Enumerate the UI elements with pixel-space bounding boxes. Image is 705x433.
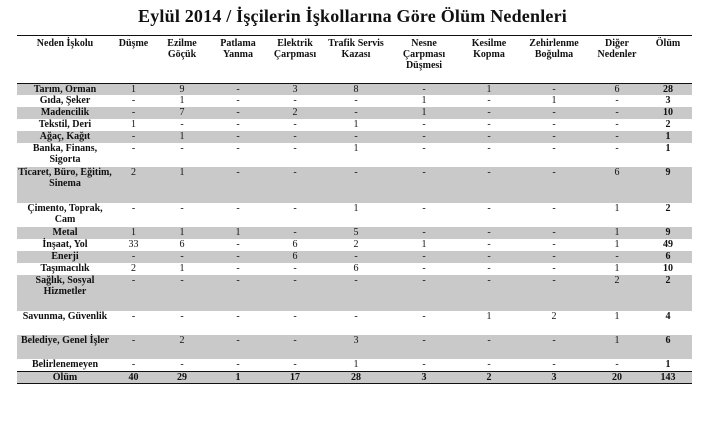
sector-cell: İnşaat, Yol	[42, 239, 88, 250]
value-cell: 6	[266, 251, 324, 263]
value-cell: -	[180, 359, 184, 370]
value-cell: 2	[113, 167, 154, 203]
value-cell: -	[236, 263, 240, 274]
total-cell: 6	[644, 251, 692, 263]
value-cell: 8	[324, 83, 388, 95]
value-cell: 1	[614, 263, 620, 274]
value-cell: -	[236, 95, 240, 106]
value-cell: 6	[179, 239, 185, 250]
value-cell: 1	[590, 335, 644, 359]
value-cell: 1	[551, 95, 557, 106]
total-cell: 3	[665, 95, 671, 106]
value-cell: -	[590, 131, 644, 143]
value-cell: 1	[388, 107, 460, 119]
value-cell: 9	[154, 83, 210, 95]
value-cell: -	[460, 251, 518, 263]
totals-cell: 20	[590, 371, 644, 384]
value-cell: -	[324, 167, 388, 203]
value-cell: 5	[324, 227, 388, 239]
value-cell: -	[210, 131, 266, 143]
value-cell: -	[487, 119, 491, 130]
death-causes-table	[17, 37, 692, 384]
value-cell: -	[460, 107, 518, 119]
value-cell: -	[180, 311, 184, 322]
sector-cell: Ağaç, Kağıt	[17, 131, 113, 143]
table-row	[17, 167, 692, 203]
column-header: Düşme	[118, 38, 149, 49]
value-cell: -	[293, 119, 297, 130]
value-cell: -	[236, 203, 240, 214]
page-title: Eylül 2014 / İşçilerin İşkollarına Göre Ölüm Nedenleri	[138, 6, 567, 26]
value-cell: -	[552, 239, 556, 250]
value-cell: -	[266, 131, 324, 143]
value-cell: -	[388, 131, 460, 143]
sector-cell: Savunma, Güvenlik	[22, 311, 108, 322]
table-header	[17, 37, 692, 83]
value-cell: -	[460, 227, 518, 239]
value-cell: -	[266, 275, 324, 311]
column-header: Patlama Yanma	[220, 38, 256, 60]
column-header: Ölüm	[655, 38, 681, 49]
table-row	[17, 131, 692, 143]
value-cell: 2	[131, 263, 136, 274]
column-header: Nesne Çarpması Düşmesi	[402, 38, 446, 71]
value-cell: -	[422, 311, 426, 322]
sector-cell: Ticaret, Büro, Eğitim, Sinema	[17, 167, 113, 203]
value-cell: -	[460, 167, 518, 203]
value-cell: -	[487, 203, 491, 214]
total-cell: 10	[644, 107, 692, 119]
value-cell: -	[154, 275, 210, 311]
value-cell: -	[388, 227, 460, 239]
value-cell: 6	[590, 83, 644, 95]
value-cell: -	[236, 239, 240, 250]
totals-cell: 1	[210, 371, 266, 384]
value-cell: 3	[266, 83, 324, 95]
value-cell: -	[388, 83, 460, 95]
value-cell: -	[236, 311, 240, 322]
value-cell: -	[180, 143, 184, 154]
value-cell: -	[487, 143, 491, 154]
sector-cell: Taşımacılık	[40, 263, 90, 274]
value-cell: -	[487, 263, 491, 274]
table-row	[17, 95, 692, 107]
value-cell: -	[354, 311, 358, 322]
total-cell: 9	[644, 167, 692, 203]
table-row	[17, 251, 692, 263]
value-cell: 1	[353, 143, 359, 154]
value-cell: -	[422, 359, 426, 370]
value-cell: -	[354, 95, 358, 106]
value-cell: 1	[486, 311, 492, 322]
value-cell: -	[552, 359, 556, 370]
value-cell: -	[388, 167, 460, 203]
total-cell: 1	[644, 131, 692, 143]
table-row	[17, 275, 692, 311]
total-cell: 2	[644, 275, 692, 311]
value-cell: -	[131, 143, 136, 154]
value-cell: -	[293, 95, 297, 106]
column-header: Trafik Servis Kazası	[328, 38, 384, 60]
value-cell: -	[615, 95, 619, 106]
column-header: Elektrik Çarpması	[273, 38, 317, 60]
value-cell: -	[293, 311, 297, 322]
column-header: Kesilme Kopma	[471, 38, 507, 60]
value-cell: -	[422, 143, 426, 154]
table-footer	[17, 371, 692, 384]
table-row	[17, 335, 692, 359]
table-row	[17, 143, 692, 167]
value-cell: -	[154, 251, 210, 263]
value-cell: 6	[590, 167, 644, 203]
value-cell: -	[518, 335, 590, 359]
value-cell: 33	[128, 239, 139, 250]
value-cell: 2	[551, 311, 557, 322]
value-cell: -	[552, 119, 556, 130]
value-cell: 1	[179, 95, 185, 106]
table-row	[17, 83, 692, 95]
value-cell: -	[180, 203, 184, 214]
value-cell: -	[236, 359, 240, 370]
total-cell: 2	[665, 203, 671, 214]
value-cell: 1	[353, 203, 359, 214]
value-cell: 1	[154, 227, 210, 239]
value-cell: -	[210, 107, 266, 119]
value-cell: -	[266, 167, 324, 203]
sector-cell: Madencilik	[17, 107, 113, 119]
value-cell: 1	[590, 227, 644, 239]
sector-cell: Enerji	[17, 251, 113, 263]
totals-cell: 3	[518, 371, 590, 384]
value-cell: -	[113, 335, 154, 359]
totals-label: Ölüm	[17, 371, 113, 384]
sector-cell: Tarım, Orman	[17, 83, 113, 95]
value-cell: -	[266, 335, 324, 359]
table-row	[17, 107, 692, 119]
value-cell: -	[293, 263, 297, 274]
value-cell: 3	[324, 335, 388, 359]
value-cell: -	[518, 251, 590, 263]
table-row	[17, 263, 692, 275]
value-cell: -	[266, 227, 324, 239]
total-cell: 2	[665, 119, 671, 130]
value-cell: -	[388, 251, 460, 263]
value-cell: -	[552, 143, 556, 154]
total-cell: 4	[665, 311, 671, 322]
value-cell: -	[113, 131, 154, 143]
value-cell: -	[460, 131, 518, 143]
value-cell: 6	[292, 239, 298, 250]
sector-cell: Belediye, Genel İşler	[17, 335, 113, 359]
value-cell: -	[324, 107, 388, 119]
column-header: Diğer Nedenler	[597, 38, 637, 60]
total-cell: 49	[663, 239, 673, 250]
value-cell: -	[615, 359, 619, 370]
totals-cell: 29	[154, 371, 210, 384]
table-row	[17, 359, 692, 371]
value-cell: -	[388, 335, 460, 359]
value-cell: -	[324, 275, 388, 311]
value-cell: 2	[154, 335, 210, 359]
table-row	[17, 239, 692, 251]
value-cell: 1	[421, 95, 427, 106]
value-cell: -	[552, 203, 556, 214]
sector-cell: Belirlenemeyen	[31, 359, 99, 370]
value-cell: 1	[614, 311, 620, 322]
total-cell: 1	[665, 359, 671, 370]
sector-cell: Gıda, Şeker	[39, 95, 91, 106]
column-header: Zehirlenme Boğulma	[529, 38, 579, 60]
value-cell: -	[293, 143, 297, 154]
value-cell: 6	[353, 263, 359, 274]
sector-cell: Tekstil, Deri	[38, 119, 92, 130]
value-cell: 1	[154, 131, 210, 143]
total-cell: 28	[644, 83, 692, 95]
value-cell: -	[518, 107, 590, 119]
value-cell: -	[518, 227, 590, 239]
total-cell: 10	[663, 263, 673, 274]
value-cell: -	[236, 143, 240, 154]
value-cell: -	[210, 83, 266, 95]
value-cell: 1	[353, 119, 359, 130]
value-cell: 1	[131, 119, 136, 130]
value-cell: 1	[113, 227, 154, 239]
value-cell: -	[460, 335, 518, 359]
value-cell: 2	[353, 239, 359, 250]
table-row	[17, 203, 692, 227]
value-cell: -	[460, 275, 518, 311]
value-cell: 1	[614, 203, 620, 214]
table-row	[17, 119, 692, 131]
value-cell: -	[422, 119, 426, 130]
value-cell: -	[518, 131, 590, 143]
totals-cell: 40	[113, 371, 154, 384]
column-header: Ezilme Göçük	[167, 38, 197, 60]
value-cell: -	[131, 95, 136, 106]
value-cell: -	[293, 359, 297, 370]
value-cell: -	[324, 251, 388, 263]
value-cell: 2	[266, 107, 324, 119]
value-cell: -	[131, 311, 136, 322]
value-cell: -	[293, 203, 297, 214]
table-body	[17, 83, 692, 371]
value-cell: -	[552, 263, 556, 274]
value-cell: 1	[210, 227, 266, 239]
value-cell: -	[615, 143, 619, 154]
value-cell: -	[615, 119, 619, 130]
value-cell: 1	[614, 239, 620, 250]
table-row	[17, 311, 692, 335]
value-cell: -	[518, 83, 590, 95]
value-cell: -	[388, 275, 460, 311]
total-cell: 1	[665, 143, 671, 154]
value-cell: 2	[590, 275, 644, 311]
value-cell: -	[113, 275, 154, 311]
value-cell: 7	[154, 107, 210, 119]
total-cell: 6	[644, 335, 692, 359]
value-cell: -	[518, 275, 590, 311]
totals-row	[17, 371, 692, 384]
total-cell: 9	[644, 227, 692, 239]
sector-cell: Sağlık, Sosyal Hizmetler	[17, 275, 113, 311]
table-row	[17, 227, 692, 239]
value-cell: -	[590, 251, 644, 263]
value-cell: -	[180, 119, 184, 130]
value-cell: -	[422, 263, 426, 274]
value-cell: 1	[460, 83, 518, 95]
value-cell: -	[324, 131, 388, 143]
header-row	[17, 37, 692, 83]
header-sector: Neden İşkolu	[36, 38, 94, 49]
totals-cell: 2	[460, 371, 518, 384]
totals-cell: 3	[388, 371, 460, 384]
value-cell: -	[131, 359, 136, 370]
value-cell: -	[210, 251, 266, 263]
value-cell: 1	[179, 263, 185, 274]
totals-cell: 28	[324, 371, 388, 384]
value-cell: 1	[421, 239, 427, 250]
value-cell: -	[210, 167, 266, 203]
sector-cell: Çimento, Toprak, Cam	[27, 203, 103, 225]
value-cell: -	[487, 359, 491, 370]
value-cell: 1	[154, 167, 210, 203]
value-cell: 1	[353, 359, 359, 370]
value-cell: -	[590, 107, 644, 119]
value-cell: 1	[113, 83, 154, 95]
value-cell: -	[113, 107, 154, 119]
value-cell: -	[236, 119, 240, 130]
sector-cell: Banka, Finans, Sigorta	[32, 143, 98, 165]
totals-cell: 143	[644, 371, 692, 384]
value-cell: -	[487, 239, 491, 250]
value-cell: -	[487, 95, 491, 106]
value-cell: -	[210, 335, 266, 359]
top-rule	[17, 35, 692, 36]
value-cell: -	[131, 203, 136, 214]
totals-cell: 17	[266, 371, 324, 384]
value-cell: -	[518, 167, 590, 203]
value-cell: -	[113, 251, 154, 263]
value-cell: -	[422, 203, 426, 214]
sector-cell: Metal	[17, 227, 113, 239]
value-cell: -	[210, 275, 266, 311]
